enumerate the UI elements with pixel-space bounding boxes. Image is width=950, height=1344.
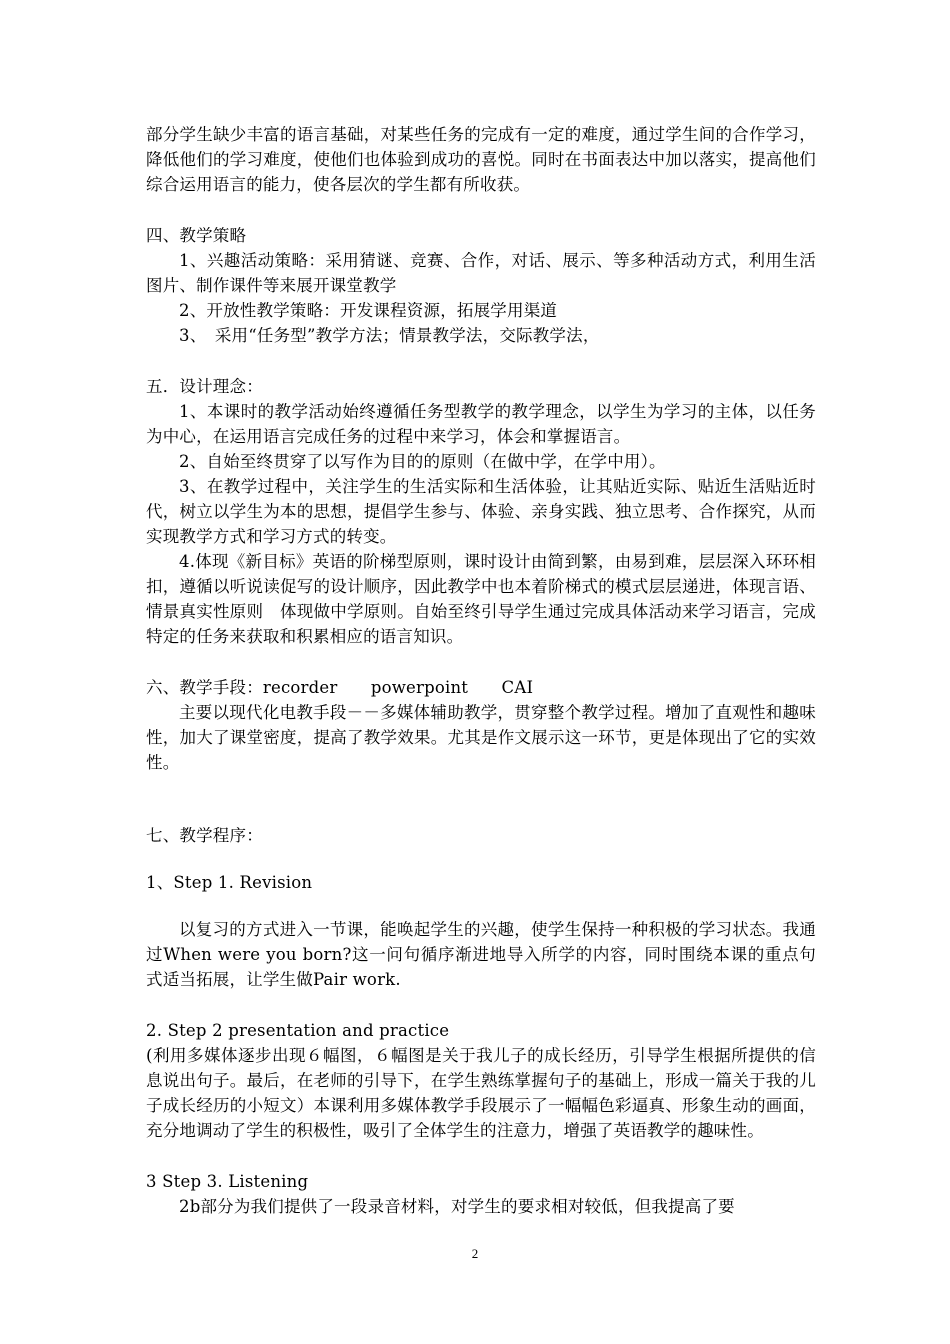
- section-5-heading: 五．设计理念：: [146, 377, 263, 396]
- step-3-body: 2b部分为我们提供了一段录音材料，对学生的要求相对较低，但我提高了要: [179, 1197, 735, 1216]
- section-4-item-1: 1、兴趣活动策略：采用猜谜、竞赛、合作，对话、展示、等多种活动方式，利用生活图片、制作课件等来展开课堂教学: [146, 251, 816, 295]
- section-4-item-2: 2、开放性教学策略：开发课程资源，拓展学用渠道: [179, 301, 558, 320]
- intro-paragraph: 部分学生缺少丰富的语言基础，对某些任务的完成有一定的难度，通过学生间的合作学习，降低他们的学习难度，使他们也体验到成功的喜悦。同时在书面表达中加以落实，提高他们综合运用语言的能力，使各层次的学生都有所收获。: [146, 125, 816, 194]
- step-2-heading: 2. Step 2 presentation and practice: [146, 1021, 450, 1040]
- step-1-heading: 1、Step 1. Revision: [146, 873, 313, 892]
- section-5-item-3: 3、在教学过程中，关注学生的生活实际和生活体验，让其贴近实际、贴近生活贴近时代，树立以学生为本的思想，提倡学生参与、体验、亲身实践、独立思考、合作探究，从而实现教学方式和学习方式的转变。: [146, 477, 816, 546]
- step-1-body: 以复习的方式进入一节课，能唤起学生的兴趣，使学生保持一种积极的学习状态。我通过When were you born?这一问句循序渐进地导入所学的内容，同时围绕本课的重点句式适当拓展，让学生做Pair work.: [146, 920, 816, 989]
- page-number: 2: [471, 1246, 479, 1261]
- section-5-item-2: 2、自始至终贯穿了以写作为目的的原则（在做中学，在学中用）。: [179, 452, 666, 471]
- section-5-item-1: 1、本课时的教学活动始终遵循任务型教学的教学理念，以学生为学习的主体，以任务为中心，在运用语言完成任务的过程中来学习，体会和掌握语言。: [146, 402, 816, 446]
- section-5-item-4: 4.体现《新目标》英语的阶梯型原则，课时设计由简到繁，由易到难，层层深入环环相扣，遵循以听说读促写的设计顺序，因此教学中也本着阶梯式的模式层层递进，体现言语、情景真实性原则 体现做中学原则。自始至终引导学生通过完成具体活动来学习语言，完成特定的任务来获取和积累相应的语言知识。: [146, 552, 816, 646]
- section-4-heading: 四、教学策略: [146, 226, 247, 245]
- section-7-heading: 七、教学程序：: [146, 826, 263, 845]
- step-2-body: (利用多媒体逐步出现６幅图，６幅图是关于我儿子的成长经历，引导学生根据所提供的信息说出句子。最后，在老师的引导下，在学生熟练掌握句子的基础上，形成一篇关于我的儿子成长经历的小短文）本课利用多媒体教学手段展示了一幅幅色彩逼真、形象生动的画面，充分地调动了学生的积极性，吸引了全体学生的注意力，增强了英语教学的趣味性。: [146, 1046, 816, 1140]
- section-4-item-3: 3、 采用“任务型”教学方法；情景教学法，交际教学法，: [179, 326, 600, 345]
- document-body: [146, 122, 816, 1219]
- section-6-heading: 六、教学手段：recorder powerpoint CAI: [146, 678, 534, 697]
- section-6-body: 主要以现代化电教手段－－多媒体辅助教学，贯穿整个教学过程。增加了直观性和趣味性，加大了课堂密度，提高了教学效果。尤其是作文展示这一环节，更是体现出了它的实效性。: [146, 703, 816, 772]
- step-3-heading: 3 Step 3. Listening: [146, 1172, 309, 1191]
